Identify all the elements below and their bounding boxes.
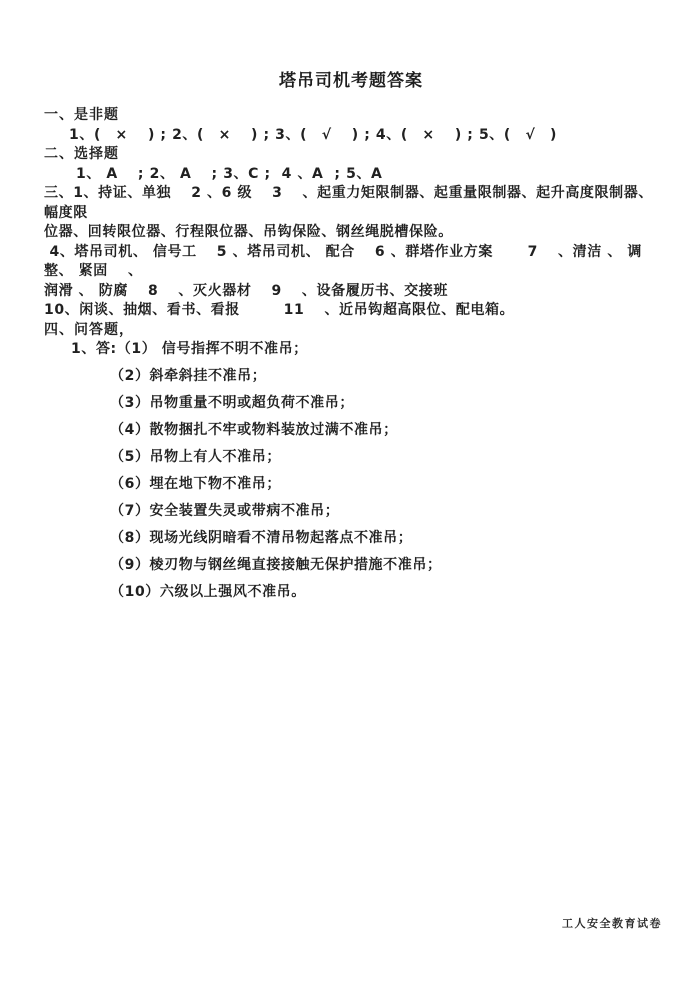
fill-answers-line-3: 4、塔吊司机、 信号工 5 、塔吊司机、 配合 6 、群塔作业方案 7 、清洁 、 调整、 紧固 、 [44, 243, 642, 279]
section-choice-heading: 二、选择题 [44, 146, 119, 162]
choice-answers: 1、 A ; 2、 A ; 3、C ; 4 、A ; 5、A [76, 165, 383, 182]
qa-item-5: （5）吊物上有人不准吊； [110, 449, 281, 465]
true-false-answers: 1、( × ) ; 2、( × ) ; 3、( √ ) ; 4、( × ) ; 5、( √ ) [69, 126, 558, 143]
fill-answers-line-2: 位器、回转限位器、行程限位器、吊钩保险、钢丝绳脱槽保险。 [44, 224, 453, 240]
qa-item-7: （7）安全装置失灵或带病不准吊； [110, 503, 340, 519]
qa-answer-line-1 [71, 340, 658, 360]
document-content [44, 70, 658, 603]
qa-item-8: （8）现场光线阴暗看不清吊物起落点不准吊； [110, 530, 413, 546]
footer-label: 工人安全教育试卷 [562, 917, 662, 930]
qa-item-6: （6）埋在地下物不准吊； [110, 476, 281, 492]
qa-item-4: （4）散物捆扎不牢或物料装放过满不准吊； [110, 422, 398, 438]
section-qa-heading: 四、问答题， [44, 321, 134, 338]
qa-item-2: （2）斜牵斜挂不准吊； [110, 368, 267, 384]
qa-item-10: （10）六级以上强风不准吊。 [110, 584, 306, 600]
qa-answer-prefix: 1、答: [71, 341, 117, 357]
fill-answers-line-5: 10、闲谈、抽烟、看书、看报 11 、近吊钩超高限位、配电箱。 [44, 302, 515, 318]
qa-item-3: （3）吊物重量不明或超负荷不准吊； [110, 395, 354, 411]
fill-answers-line-4: 润滑 、 防腐 8 、灭火器材 9 、设备履历书、交接班 [44, 282, 448, 299]
qa-item-1: （1） 信号指挥不明不准吊； [116, 341, 308, 357]
fill-answers-line-1: 三、1、持证、单独 2 、6 级 3 、起重力矩限制器、起重量限制器、起升高度限制器、幅度限 [44, 185, 653, 221]
qa-item-9: （9）棱刃物与钢丝绳直接接触无保护措施不准吊； [110, 557, 442, 573]
section-true-false-heading: 一、是非题 [44, 107, 119, 123]
page-title: 塔吊司机考题答案 [279, 71, 423, 91]
